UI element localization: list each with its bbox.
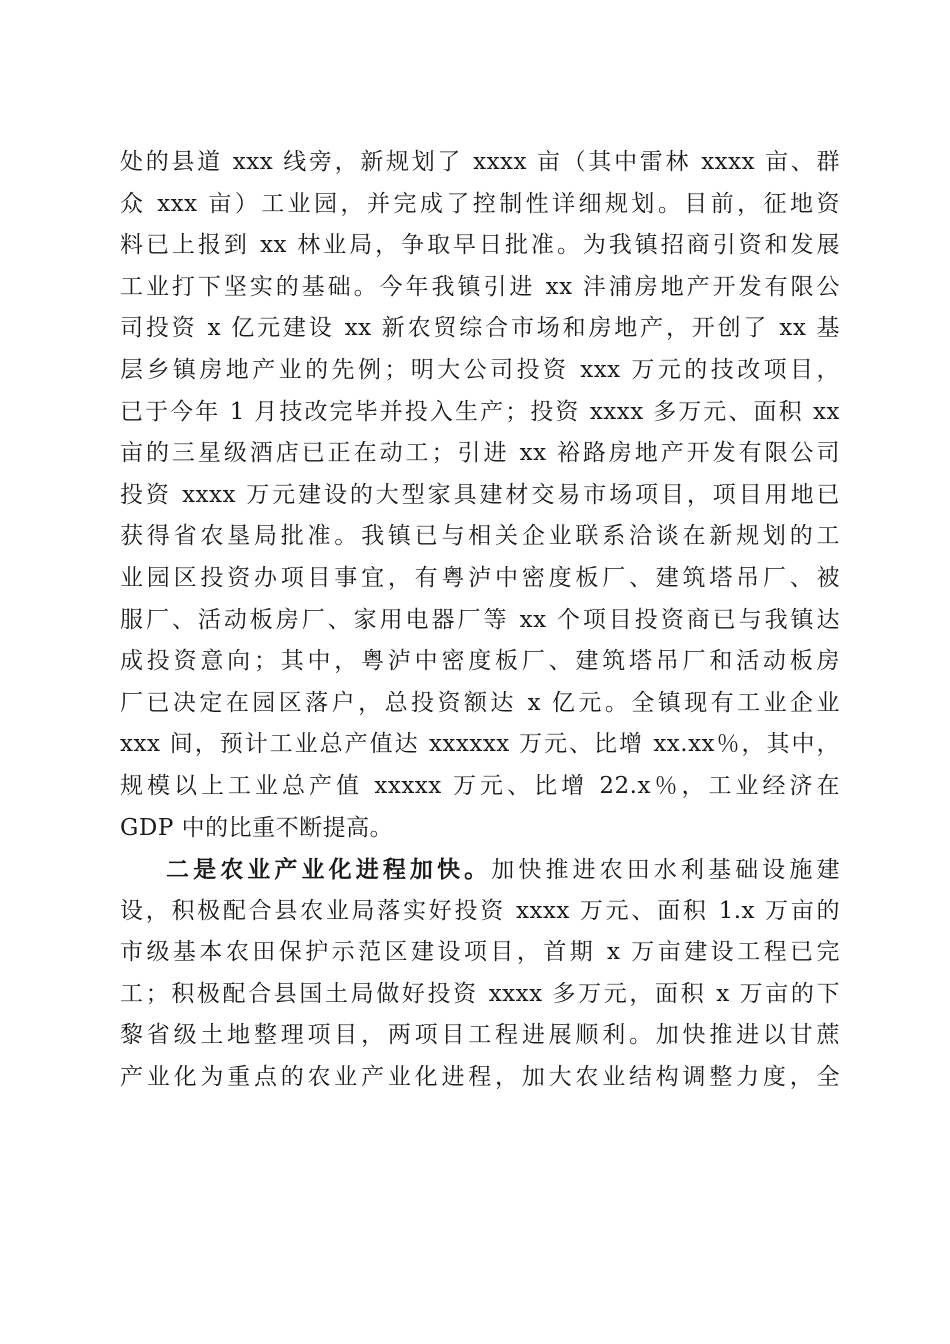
text-line: 规模以上工业总产值 xxxxx 万元、比增 22.x％，工业经济在 xyxy=(120,772,840,799)
paragraph-heading: 二是农业产业化进程加快。 xyxy=(166,856,492,884)
text-line: 厂已决定在园区落户，总投资额达 x 亿元。全镇现有工业企业 xyxy=(120,689,840,716)
text-line: 黎省级土地整理项目，两项目工程进展顺利。加快推进以甘蔗 xyxy=(120,1022,840,1049)
document-body xyxy=(120,142,840,1099)
paragraph-first-line-text: 加快推进农田水利基础设施建 xyxy=(491,857,841,884)
text-line: 投资 xxxx 万元建设的大型家具建材交易市场项目，项目用地已 xyxy=(120,481,840,508)
text-line: 获得省农垦局批准。我镇已与相关企业联系洽谈在新规划的工 xyxy=(120,523,840,550)
text-line: 业园区投资办项目事宜，有粤泸中密度板厂、建筑塔吊厂、被 xyxy=(120,564,840,591)
paragraph-industry xyxy=(120,142,840,849)
text-line: 市级基本农田保护示范区建设项目，首期 x 万亩建设工程已完 xyxy=(120,939,840,966)
text-line: 成投资意向；其中，粤泸中密度板厂、建筑塔吊厂和活动板房 xyxy=(120,648,840,675)
text-line: 亩的三星级酒店已正在动工；引进 xx 裕路房地产开发有限公司 xyxy=(120,440,840,467)
text-line-first xyxy=(120,849,840,891)
text-line: 已于今年 1 月技改完毕并投入生产；投资 xxxx 多万元、面积 xx xyxy=(120,398,840,425)
text-line: 工业打下坚实的基础。今年我镇引进 xx 沣浦房地产开发有限公 xyxy=(120,273,840,300)
text-line: 司投资 x 亿元建设 xx 新农贸综合市场和房地产，开创了 xx 基 xyxy=(120,315,840,342)
text-line: 处的县道 xxx 线旁，新规划了 xxxx 亩（其中雷林 xxxx 亩、群 xyxy=(120,149,840,175)
text-line: 工；积极配合县国土局做好投资 xxxx 多万元，面积 x 万亩的下 xyxy=(120,980,840,1007)
text-line: 服厂、活动板房厂、家用电器厂等 xx 个项目投资商已与我镇达 xyxy=(120,606,840,633)
paragraph-agriculture xyxy=(120,849,840,1099)
text-line: 料已上报到 xx 林业局，争取早日批准。为我镇招商引资和发展 xyxy=(120,232,840,259)
text-line: 设，积极配合县农业局落实好投资 xxxx 万元、面积 1.x 万亩的 xyxy=(120,897,840,924)
text-line: 众 xxx 亩）工业园，并完成了控制性详细规划。目前，征地资 xyxy=(120,190,840,217)
text-line: 产业化为重点的农业产业化进程，加大农业结构调整力度，全 xyxy=(120,1064,840,1091)
text-line: 层乡镇房地产业的先例；明大公司投资 xxx 万元的技改项目， xyxy=(120,356,840,383)
text-line: xxx 间，预计工业总产值达 xxxxxx 万元、比增 xx.xx％，其中， xyxy=(120,731,840,758)
text-line: GDP 中的比重不断提高。 xyxy=(120,814,394,841)
